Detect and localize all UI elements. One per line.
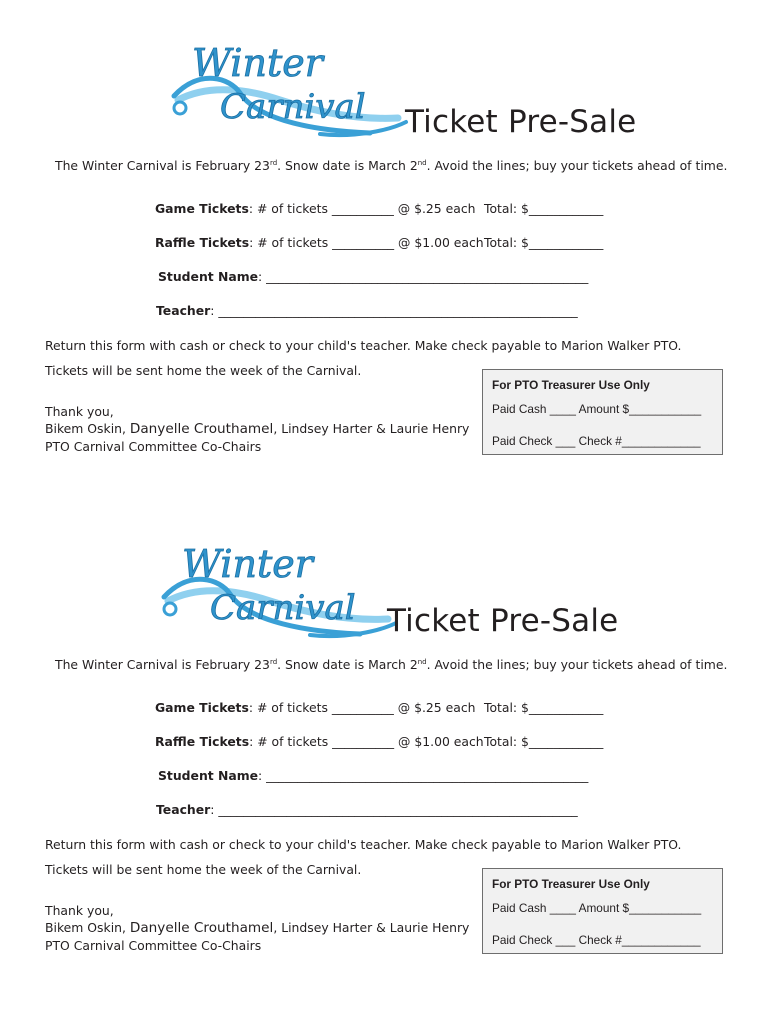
treasurer-box-title: For PTO Treasurer Use Only bbox=[492, 877, 650, 891]
raffle-total-field[interactable]: Total: $____________ bbox=[484, 235, 604, 250]
co-chair-names: Bikem Oskin, Danyelle Crouthamel, Lindsey Harter & Laurie Henry bbox=[45, 421, 470, 437]
winter-carnival-logo bbox=[160, 539, 400, 639]
ticket-form-2 bbox=[0, 499, 770, 999]
thank-you: Thank you, bbox=[45, 903, 114, 918]
treasurer-box-title: For PTO Treasurer Use Only bbox=[492, 378, 650, 392]
raffle-total-field[interactable]: Total: $____________ bbox=[484, 734, 604, 749]
return-instructions: Return this form with cash or check to your child's teacher. Make check payable to Marion Walker PTO. bbox=[45, 338, 682, 353]
intro-text: The Winter Carnival is February 23rd. Snow date is March 2nd. Avoid the lines; buy your tickets ahead of time. bbox=[55, 158, 728, 173]
ticket-form-1 bbox=[0, 0, 770, 500]
game-tickets-row[interactable]: Game Tickets: # of tickets __________ @ $.25 each bbox=[155, 201, 476, 216]
thank-you: Thank you, bbox=[45, 404, 114, 419]
game-total-field[interactable]: Total: $____________ bbox=[484, 700, 604, 715]
treasurer-box bbox=[482, 369, 723, 455]
student-name-field[interactable]: Student Name: ____________________________________________________ bbox=[158, 269, 589, 284]
teacher-field[interactable]: Teacher: __________________________________________________________ bbox=[156, 303, 578, 318]
return-instructions: Return this form with cash or check to your child's teacher. Make check payable to Marion Walker PTO. bbox=[45, 837, 682, 852]
logo-word-carnival: Carnival bbox=[220, 87, 366, 127]
page-title: Ticket Pre-Sale bbox=[387, 603, 619, 639]
paid-cash-line[interactable]: Paid Cash ____ Amount $___________ bbox=[492, 402, 702, 416]
paid-cash-line[interactable]: Paid Cash ____ Amount $___________ bbox=[492, 901, 702, 915]
game-tickets-row[interactable]: Game Tickets: # of tickets __________ @ $.25 each bbox=[155, 700, 476, 715]
co-chair-names: Bikem Oskin, Danyelle Crouthamel, Lindsey Harter & Laurie Henry bbox=[45, 920, 470, 936]
committee-title: PTO Carnival Committee Co-Chairs bbox=[45, 938, 262, 953]
intro-text: The Winter Carnival is February 23rd. Snow date is March 2nd. Avoid the lines; buy your tickets ahead of time. bbox=[55, 657, 728, 672]
logo-word-carnival: Carnival bbox=[210, 588, 356, 628]
paid-check-line[interactable]: Paid Check ___ Check #____________ bbox=[492, 933, 701, 947]
delivery-note: Tickets will be sent home the week of the Carnival. bbox=[45, 363, 362, 378]
committee-title: PTO Carnival Committee Co-Chairs bbox=[45, 439, 262, 454]
page-title: Ticket Pre-Sale bbox=[405, 104, 637, 140]
delivery-note: Tickets will be sent home the week of the Carnival. bbox=[45, 862, 362, 877]
logo-word-winter: Winter bbox=[192, 41, 323, 85]
winter-carnival-logo bbox=[170, 38, 410, 138]
paid-check-line[interactable]: Paid Check ___ Check #____________ bbox=[492, 434, 701, 448]
game-total-field[interactable]: Total: $____________ bbox=[484, 201, 604, 216]
raffle-tickets-row[interactable]: Raffle Tickets: # of tickets __________ @ $1.00 each bbox=[155, 734, 484, 749]
treasurer-box bbox=[482, 868, 723, 954]
logo-word-winter: Winter bbox=[182, 542, 313, 586]
teacher-field[interactable]: Teacher: __________________________________________________________ bbox=[156, 802, 578, 817]
student-name-field[interactable]: Student Name: ____________________________________________________ bbox=[158, 768, 589, 783]
raffle-tickets-row[interactable]: Raffle Tickets: # of tickets __________ @ $1.00 each bbox=[155, 235, 484, 250]
